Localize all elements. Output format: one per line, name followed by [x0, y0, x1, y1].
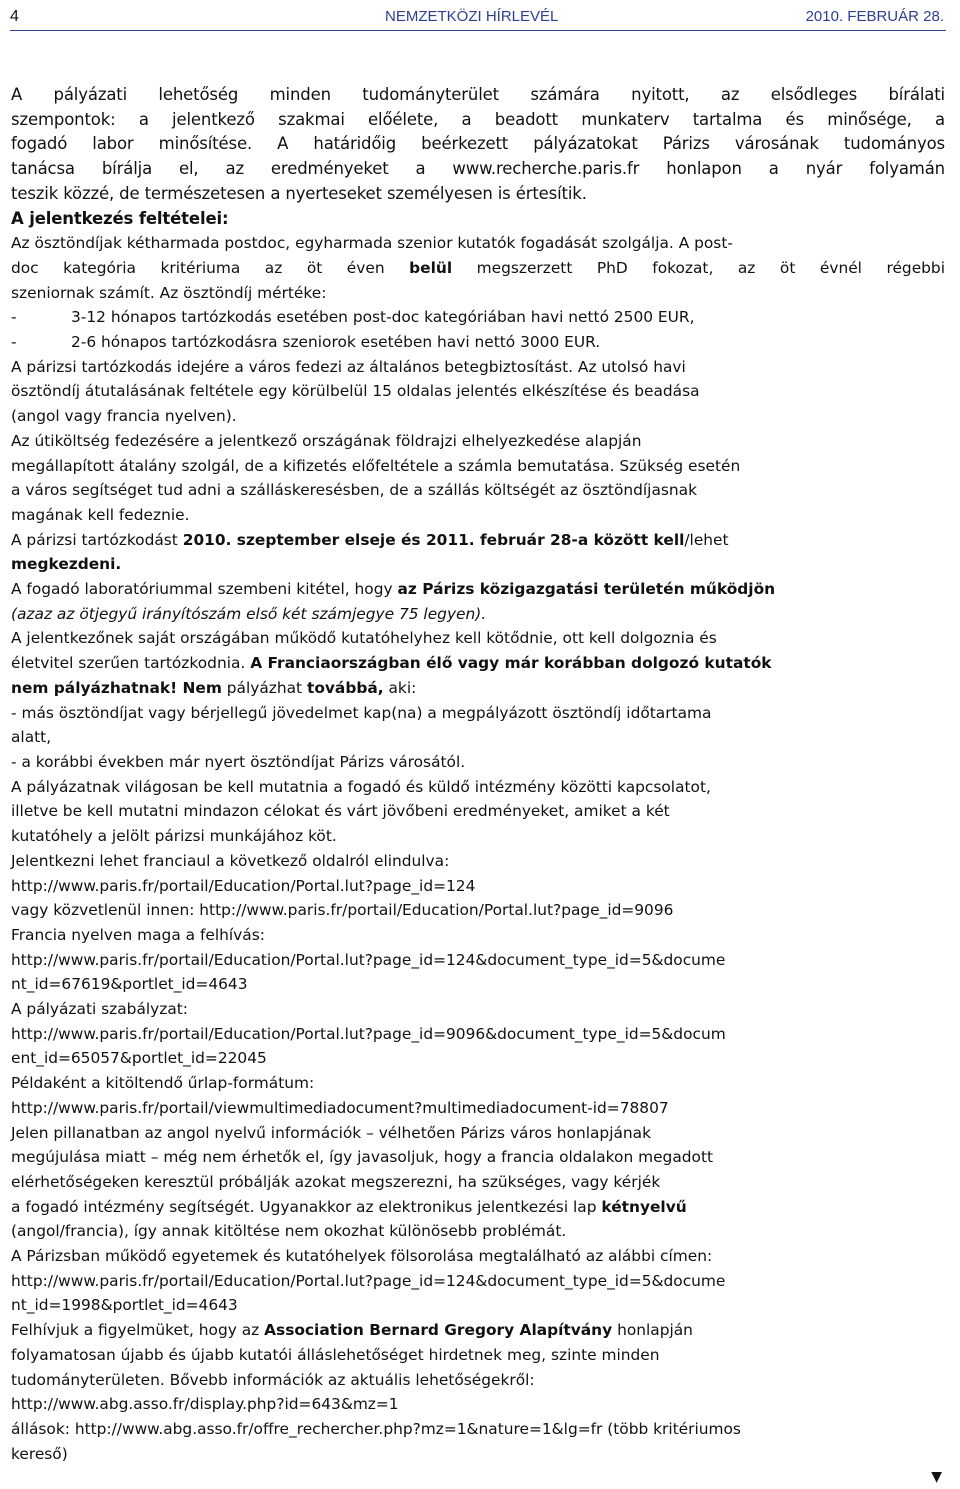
text-line: illetve be kell mutatni mindazon célokat és várt jövőbeni eredményeket, amiket a két: [11, 802, 670, 821]
text-line: szeniornak számít. Az ösztöndíj mértéke:: [11, 283, 327, 302]
section-heading: A jelentkezés feltételei:: [11, 208, 229, 228]
text-line: elérhetőségeken keresztül próbálják azokat megszerezni, ha szükséges, vagy kérjék: [11, 1172, 661, 1191]
text-line: Felhívjuk a figyelmüket, hogy az Association Bernard Gregory Alapítvány honlapján: [11, 1321, 693, 1340]
text-line: A párizsi tartózkodás idejére a város fedezi az általános betegbiztosítást. Az utolsó havi: [11, 357, 686, 376]
text-line: (angol/francia), így annak kitöltése nem okozhat különösebb problémát.: [11, 1222, 567, 1241]
list-item: - 3-12 hónapos tartózkodás esetében post-doc kategóriában havi nettó 2500 EUR,: [11, 308, 695, 327]
text-line: a fogadó intézmény segítségét. Ugyanakkor az elektronikus jelentkezési lap kétnyelvű: [11, 1197, 687, 1216]
text-line: életvitel szerűen tartózkodnia. A Franciaországban élő vagy már korábban dolgozó kutatók: [11, 654, 772, 673]
text-line: Jelentkezni lehet franciaul a következő oldalról elindulva:: [11, 851, 450, 870]
text-line: kereső): [11, 1444, 68, 1463]
text-line: A fogadó laboratóriummal szembeni kitétel, hogy az Párizs közigazgatási területén működjön: [11, 580, 776, 599]
newsletter-name: NEMZETKÖZI HÍRLEVÉL: [385, 8, 559, 25]
down-triangle-icon: ▼: [931, 1469, 942, 1485]
text-line: Jelen pillanatban az angol nyelvű információk – vélhetően Párizs város honlapjának: [11, 1123, 652, 1142]
text-line: (azaz az ötjegyű irányítószám első két számjegye 75 legyen).: [11, 604, 487, 623]
text-line: megkezdeni.: [11, 555, 122, 574]
text-line: tudományterületen. Bővebb információk az aktuális lehetőségekről:: [11, 1370, 535, 1389]
text-line: Példaként a kitöltendő űrlap-formátum:: [11, 1074, 315, 1093]
text-line: megállapított átalány szolgál, de a kifizetés előfeltétele a számla bemutatása. Szükség esetén: [11, 456, 741, 475]
text-line: (angol vagy francia nyelven).: [11, 407, 237, 426]
text-line: Az útiköltség fedezésére a jelentkező országának földrajzi elhelyezkedése alapján: [11, 431, 642, 450]
list-item: - a korábbi években már nyert ösztöndíjat Párizs városától.: [11, 752, 466, 771]
list-item: - más ösztöndíjat vagy bérjellegű jövedelmet kap(na) a megpályázott ösztöndíj időtartama: [11, 703, 712, 722]
url-text: vagy közvetlenül innen: http://www.paris.fr/portail/Education/Portal.lut?page_id=9096: [11, 901, 674, 920]
url-text: http://www.paris.fr/portail/viewmultimediadocument?multimediadocument-id=78807: [11, 1098, 669, 1117]
text-line: a város segítséget tud adni a szálláskeresésben, de a szállás költségét az ösztöndíjasnak: [11, 481, 698, 500]
text-line: A pályázatnak világosan be kell mutatnia a fogadó és küldő intézmény közötti kapcsolatot,: [11, 777, 711, 796]
issue-date: 2010. FEBRUÁR 28.: [805, 8, 944, 25]
text-line: kutatóhely a jelölt párizsi munkájához köt.: [11, 827, 337, 846]
list-item: - 2-6 hónapos tartózkodásra szeniorok esetében havi nettó 3000 EUR.: [11, 333, 601, 352]
text-line: Az ösztöndíjak kétharmada postdoc, egyharmada szenior kutatók fogadását szolgálja. A post-: [11, 234, 733, 253]
url-text: ent_id=65057&portlet_id=22045: [11, 1049, 267, 1068]
text-line: A Párizsban működő egyetemek és kutatóhelyek fölsorolása megtalálható az alábbi címen:: [11, 1247, 713, 1266]
text-line: ösztöndíj átutalásának feltétele egy körülbelül 15 oldalas jelentés elkészítése és beadása: [11, 382, 700, 401]
text-line: folyamatosan újabb és újabb kutatói álláslehetőséget hirdetnek meg, szinte minden: [11, 1345, 660, 1364]
text-line: alatt,: [11, 728, 52, 747]
text-line: szempontok: a jelentkező szakmai előélete, a beadott munkaterv tartalma és minősége, a: [11, 109, 945, 129]
text-line: A jelentkezőnek saját országában működő kutatóhelyhez kell kötődnie, ott kell dolgoznia és: [11, 629, 717, 648]
text-line: A párizsi tartózkodást 2010. szeptember elseje és 2011. február 28-a között kell/lehet: [11, 530, 729, 549]
text-line: Francia nyelven maga a felhívás:: [11, 925, 265, 944]
text-line: állások: http://www.abg.asso.fr/offre_rechercher.php?mz=1&nature=1&lg=fr (több kritériumos: [11, 1419, 741, 1438]
text-line: A pályázati lehetőség minden tudományterület számára nyitott, az elsődleges bírálati: [11, 85, 945, 104]
page-header: [10, 6, 946, 31]
url-text: http://www.paris.fr/portail/Education/Portal.lut?page_id=124&document_type_id=5&docume: [11, 1271, 726, 1290]
text-line: doc kategória kritériuma az öt éven belül megszerzett PhD fokozat, az öt évnél régebbi: [11, 258, 945, 277]
url-text: nt_id=67619&portlet_id=4643: [11, 975, 248, 994]
text-line: tanácsa bírálja el, az eredményeket a www.recherche.paris.fr honlapon a nyár folyamán: [11, 159, 945, 179]
text-line: magának kell fedeznie.: [11, 505, 190, 524]
text-line: fogadó labor minősítése. A határidőig beérkezett pályázatokat Párizs városának tudományos: [11, 134, 945, 154]
url-text: http://www.paris.fr/portail/Education/Portal.lut?page_id=124&document_type_id=5&docume: [11, 950, 726, 969]
text-line: A pályázati szabályzat:: [11, 1000, 188, 1019]
article-body: [11, 83, 945, 1466]
url-text: http://www.abg.asso.fr/display.php?id=643&mz=1: [11, 1395, 399, 1414]
url-text: nt_id=1998&portlet_id=4643: [11, 1296, 238, 1315]
text-line: megújulása miatt – még nem érhetők el, így javasoljuk, hogy a francia oldalakon megadott: [11, 1148, 714, 1167]
text-line: nem pályázhatnak! Nem pályázhat továbbá, aki:: [11, 678, 417, 697]
page-number: 4: [10, 8, 19, 25]
url-text: http://www.paris.fr/portail/Education/Portal.lut?page_id=9096&document_type_id=5&docum: [11, 1024, 726, 1043]
text-line: teszik közzé, de természetesen a nyerteseket személyesen is értesítik.: [11, 183, 587, 203]
url-text: http://www.paris.fr/portail/Education/Portal.lut?page_id=124: [11, 876, 476, 895]
